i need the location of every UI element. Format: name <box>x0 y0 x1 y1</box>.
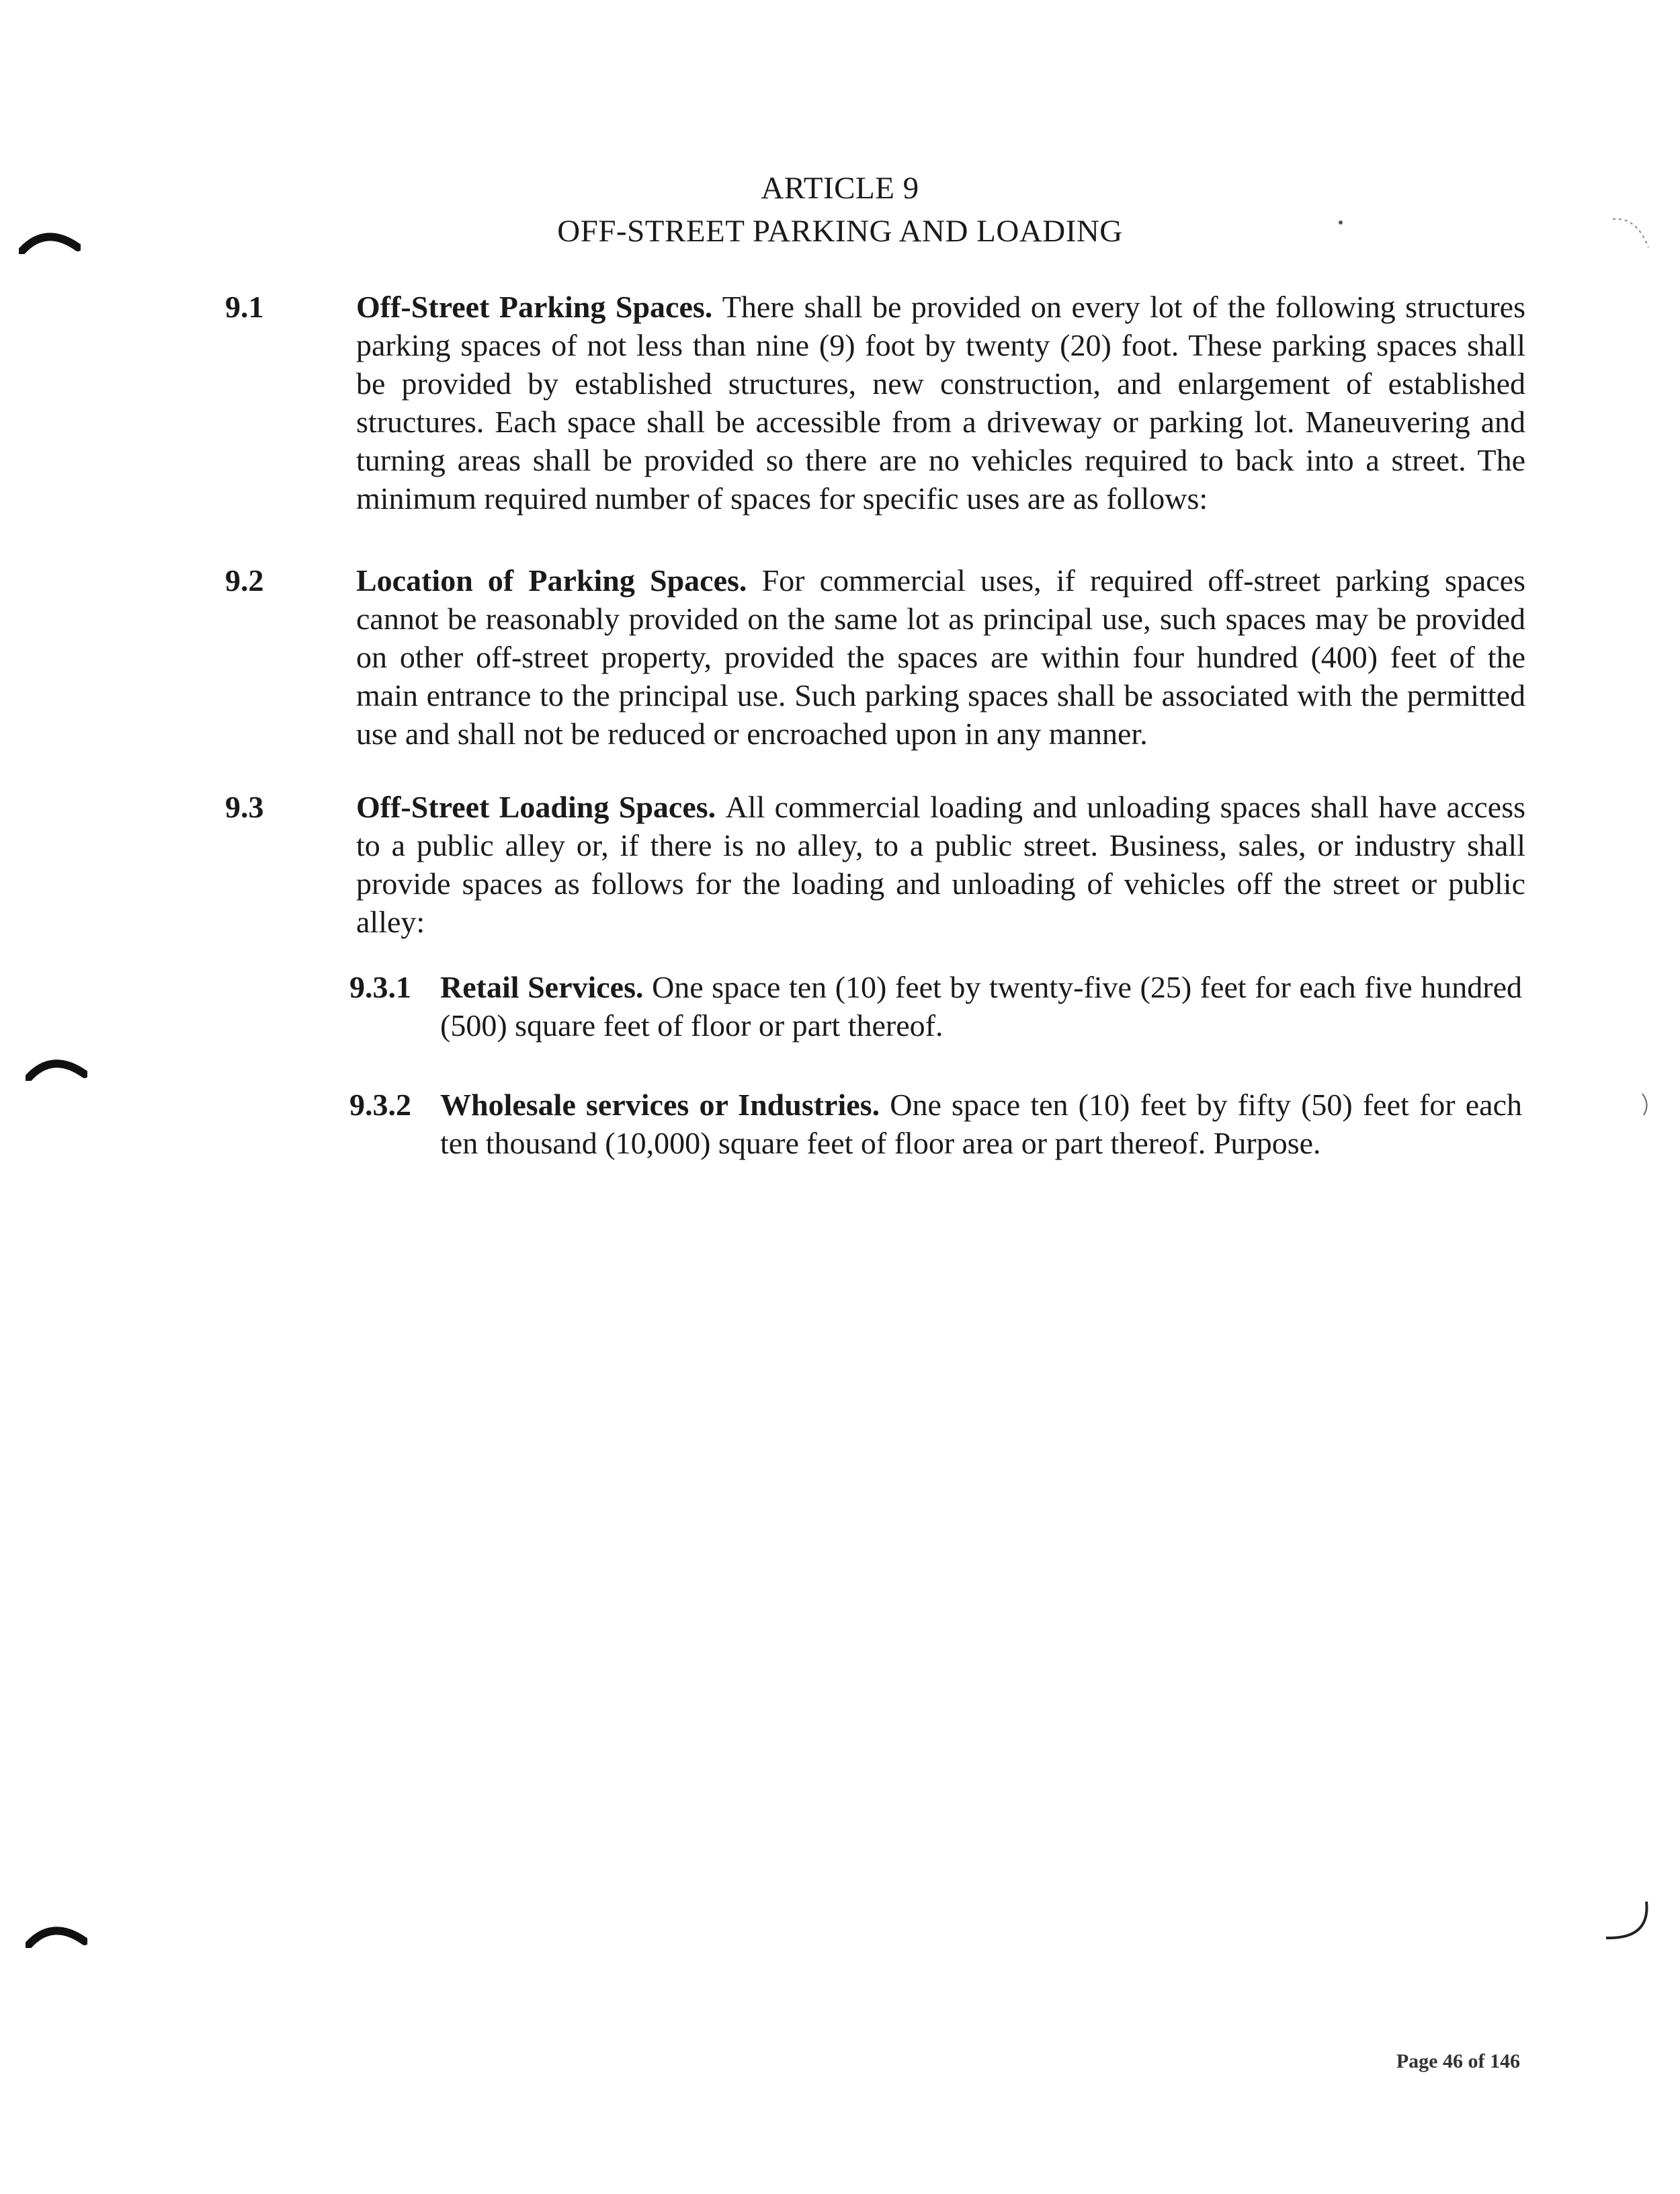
section-number: 9.3 <box>225 790 264 824</box>
scan-artifact-mid-right <box>1640 1092 1653 1116</box>
subsection-heading: Wholesale services or Industries. <box>440 1088 890 1122</box>
subsection-number: 9.3.1 <box>349 970 411 1004</box>
section-heading: Off-Street Loading Spaces. <box>356 790 726 824</box>
section-heading: Location of Parking Spaces. <box>356 563 762 598</box>
section-body <box>356 788 1525 941</box>
scan-artifact-bottom-right <box>1599 1899 1653 1946</box>
subsection-number: 9.3.2 <box>349 1088 411 1122</box>
binder-hole-mark-middle <box>26 1054 87 1081</box>
section-number: 9.2 <box>225 563 264 598</box>
section-text: For commercial uses, if required off-street parking spaces cannot be reasonably provided on the same lot as principal use, such spaces may be provided on other off-street property, provided the spaces are within four hundred (400) feet of the main entrance to the principal use. Such parking spaces shall be associated with the permitted use and shall not be reduced or encroached upon in any manner. <box>356 563 1525 751</box>
page-number-footer: Page 46 of 146 <box>1396 2050 1520 2072</box>
section-body <box>356 561 1525 753</box>
article-title: OFF-STREET PARKING AND LOADING <box>557 214 1123 249</box>
subsection-text: One space ten (10) feet by twenty-five (25) feet for each five hundred (500) square feet of floor or part thereof. <box>440 970 1523 1043</box>
section-text: There shall be provided on every lot of the following structures parking spaces of not less than nine (9) foot by twenty (20) foot. These parking spaces shall be provided by established structures, new construction, and enlargement of established structures. Each space shall be accessible from a driveway or parking lot. Maneuvering and turning areas shall be provided so there are no vehicles required to back into a street. The minimum required number of spaces for specific uses are as follows: <box>356 290 1525 516</box>
section-number: 9.1 <box>225 290 264 324</box>
subsection-text: One space ten (10) feet by fifty (50) feet for each ten thousand (10,000) square feet of floor area or part thereof. Purpose. <box>440 1088 1522 1160</box>
article-number: ARTICLE 9 <box>761 171 919 206</box>
article-heading <box>0 167 1680 253</box>
subsection-heading: Retail Services. <box>440 970 653 1004</box>
binder-hole-mark-bottom <box>26 1921 87 1948</box>
section-heading: Off-Street Parking Spaces. <box>356 290 722 324</box>
section-text: All commercial loading and unloading spaces shall have access to a public alley or, if there is no alley, to a public street. Business, sales, or industry shall provide spaces as follows for the loading and unloading of vehicles off the street or public alley: <box>356 790 1526 939</box>
section-body <box>356 288 1525 518</box>
